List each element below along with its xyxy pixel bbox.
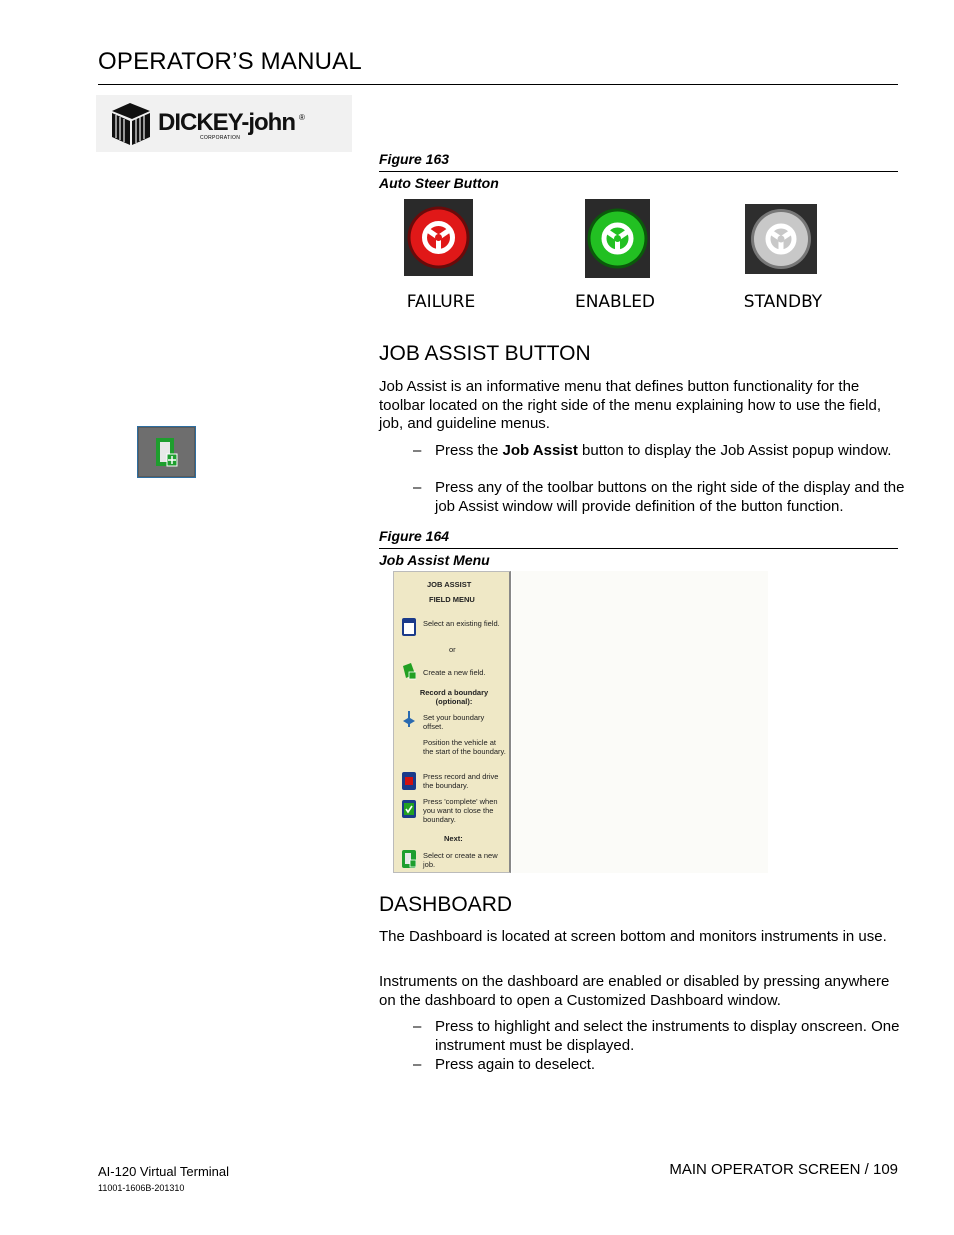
ja-subtitle: FIELD MENU [429,595,475,604]
dashboard-paragraph-2: Instruments on the dashboard are enabled or disabled by pressing anywhere on the dashboard to open a Customized Dashboard window. [379,973,890,1009]
complete-check-icon [402,800,416,818]
figure-164-rule [379,548,898,549]
footer-document-code: 11001-1606B-201310 [98,1183,185,1193]
figure-163-number: Figure 163 [379,151,450,167]
dashboard-paragraph-1: The Dashboard is located at screen bottom and monitors instruments in use. [379,928,887,945]
bullet-dash: – [413,479,422,496]
boundary-offset-icon [402,710,416,728]
auto-steer-enabled-icon [585,199,650,278]
ja-press-complete: Press 'complete' when you want to close the boundary. [423,797,498,824]
logo-registered-mark: ® [299,113,305,122]
dashboard-bullet-2-text: Press again to deselect. [435,1056,596,1073]
dashboard-heading: DASHBOARD [379,893,513,916]
footer-product-name: AI-120 Virtual Terminal [98,1164,230,1179]
logo-cube-icon [108,101,154,147]
logo-corporation-text: CORPORATION [200,135,241,141]
dickey-john-logo [96,95,352,152]
ja-position: Position the vehicle at the start of the boundary. [423,738,506,756]
figure-163-rule [379,171,898,172]
dashboard-bullet-1-text: Press to highlight and select the instruments to display onscreen. One instrument must be displayed. [435,1018,900,1054]
bullet-dash: – [413,442,422,459]
ja-press-record: Press record and drive the boundary. [423,772,499,790]
bullet-2-text: Press any of the toolbar buttons on the right side of the display and the job Assist window will provide definition of the button function. [435,479,905,515]
job-assist-bullet-2 [413,479,905,516]
create-field-icon [402,662,416,680]
job-assist-bullet-1 [413,442,905,461]
auto-steer-standby-label: STANDBY [743,292,823,312]
select-job-icon [402,850,416,868]
job-assist-heading: JOB ASSIST BUTTON [379,342,591,365]
dashboard-bullet-2 [413,1056,905,1075]
ja-create-field: Create a new field. [423,668,486,677]
select-field-icon [402,618,416,636]
job-assist-menu-backdrop [512,571,768,873]
ja-next: Next: [444,834,463,843]
bullet-dash: – [413,1018,422,1035]
logo-brand-text: DICKEY-john [158,109,295,136]
footer-section-page: MAIN OPERATOR SCREEN / 109 [669,1161,898,1178]
auto-steer-enabled-label: ENABLED [574,292,656,312]
job-assist-button-icon [137,426,196,478]
bullet-1-post: button to display the Job Assist popup window. [577,442,892,459]
job-assist-intro: Job Assist is an informative menu that defines button functionality for the toolbar located on the right side of the menu explaining how to use the field, job, and guideline menus. [379,378,881,432]
figure-163-caption: Auto Steer Button [379,175,499,191]
dashboard-bullet-1 [413,1018,905,1055]
ja-select-job: Select or create a new job. [423,851,498,869]
figure-164-caption: Job Assist Menu [379,552,490,568]
figure-164-number: Figure 164 [379,528,450,544]
auto-steer-failure-icon [404,199,473,276]
header-divider [98,84,898,85]
auto-steer-failure-label: FAILURE [406,292,476,312]
page-header-title: OPERATOR’S MANUAL [98,48,362,75]
ja-select-field: Select an existing field. [423,619,500,628]
job-assist-menu-panel [393,571,511,873]
ja-record-heading: Record a boundary (optional): [419,688,489,706]
ja-or: or [449,645,456,654]
bullet-dash: – [413,1056,422,1073]
ja-title: JOB ASSIST [427,580,472,589]
record-icon [402,772,416,790]
bullet-1-bold: Job Assist [502,442,578,459]
bullet-1-pre: Press the [435,442,503,459]
ja-set-offset: Set your boundary offset. [423,713,485,731]
auto-steer-standby-icon [745,204,817,274]
